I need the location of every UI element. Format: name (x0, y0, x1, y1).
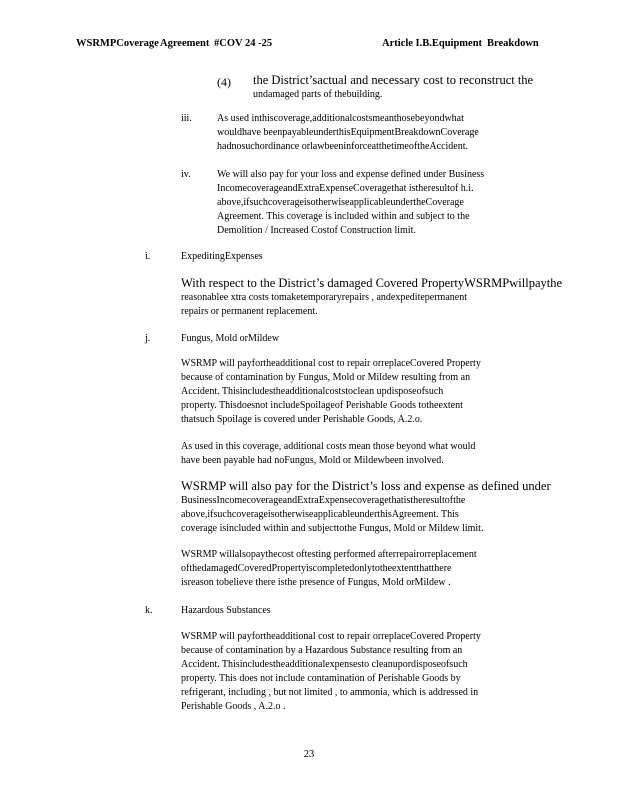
header-title: WSRMPCoverage (76, 38, 159, 49)
section-i-line: repairs or permanent replacement. (181, 306, 318, 317)
item-4-line1: the District’sactual and necessary cost to reconstruct the (253, 73, 534, 87)
section-j-para4 (181, 548, 477, 590)
section-j-para3-line1: WSRMP will also pay for the District’s loss and expense as defined under (181, 479, 551, 493)
page-number: 23 (303, 749, 315, 760)
iii-line: wouldhave beenpayableunderthisEquipmentBreakdownCoverage (217, 127, 479, 138)
section-k-title: Hazardous Substances (181, 605, 271, 616)
section-j-para2 (181, 440, 475, 468)
iv-line: We will also pay for your loss and expense defined under Business (217, 169, 485, 180)
section-k-para1 (181, 630, 481, 714)
section-j-line: As used in this coverage, additional costs mean those beyond what would (181, 441, 476, 452)
section-j-line: WSRMP willalsopaythecost oftesting performed afterrepairorreplacement (181, 549, 477, 560)
section-k-line: Accident. Thisincludestheadditionalexpensesto cleanupordisposeofsuch (181, 659, 468, 670)
iii-line: hadnosuchordinance orlawbeeninforceatthetimeoftheAccident. (217, 141, 469, 152)
section-j-line: property. Thisdoesnot includeSpoilageof Perishable Goods totheextent (181, 400, 463, 411)
section-j-line: ofthedamagedCoveredPropertyiscompletedonlytotheextentthatthere (181, 563, 452, 574)
section-k-line: refrigerant, including , but not limited , to ammonia, which is addressed in (181, 687, 479, 698)
section-j-marker: j. (145, 333, 151, 344)
section-j-para1 (181, 357, 481, 427)
iii-marker: iii. (181, 113, 192, 124)
section-i-title: ExpeditingExpenses (181, 251, 263, 262)
section-i-marker: i. (145, 251, 151, 262)
section-k-line: because of contamination by a Hazardous Substance resulting from an (181, 645, 463, 656)
section-j-para3 (181, 494, 483, 536)
iv-line: above,ifsuchcoverageisotherwiseapplicableundertheCoverage (217, 197, 464, 208)
iii-line: As used inthiscoverage,additionalcostsmeanthosebeyondwhat (217, 113, 464, 124)
section-j-line: thatsuch Spoilage is covered under Perishable Goods, A.2.o. (181, 414, 423, 425)
section-i-paragraph (181, 291, 467, 319)
section-j-line: isreason tobelieve there isthe presence of Fungus, Mold orMildew . (181, 577, 451, 588)
section-j-line: above,ifsuchcoverageisotherwiseapplicableunderthisAgreement. This (181, 509, 459, 520)
section-k-marker: k. (145, 605, 153, 616)
section-j-line: coverage isincluded within and subjecttothe Fungus, Mold or Mildew limit. (181, 523, 484, 534)
section-j-line: Accident. Thisincludestheadditionalcoststoclean updisposeofsuch (181, 386, 444, 397)
header-article: Article I.B.Equipment (382, 38, 483, 49)
iv-marker: iv. (181, 169, 191, 180)
iv-line: IncomecoverageandExtraExpenseCoveragethat istheresultof h.i. (217, 183, 474, 194)
header-number: #COV 24 -25 (214, 38, 273, 49)
iv-paragraph (217, 168, 484, 238)
section-j-line: because of contamination by Fungus, Mold or Mildew resulting from an (181, 372, 471, 383)
section-k-line: Perishable Goods , A.2.o . (181, 701, 286, 712)
iv-line: Demolition / Increased Costof Construction limit. (217, 225, 416, 236)
header-breakdown: Breakdown (487, 38, 539, 49)
item-4-marker: (4) (217, 75, 231, 89)
header-agreement: Agreement (160, 38, 210, 49)
section-j-line: BusinessIncomecoverageandExtraExpensecoveragethatistheresultofthe (181, 495, 466, 506)
section-j-line: WSRMP will payfortheadditional cost to repair orreplaceCovered Property (181, 358, 481, 369)
section-i-line1: With respect to the District’s damaged Covered PropertyWSRMPwillpaythe (181, 276, 563, 290)
section-k-line: WSRMP will payfortheadditional cost to repair orreplaceCovered Property (181, 631, 481, 642)
section-j-title: Fungus, Mold orMildew (181, 333, 280, 344)
item-4-line2: undamaged parts of thebuilding. (253, 89, 383, 100)
iii-paragraph (217, 112, 479, 154)
iv-line: Agreement. This coverage is included within and subject to the (217, 211, 470, 222)
section-i-line: reasonablee xtra costs tomaketemporaryrepairs , andexpeditepermanent (181, 292, 467, 303)
section-k-line: property. This does not include contamination of Perishable Goods by (181, 673, 461, 684)
section-j-line: have been payable had noFungus, Mold or Mildewbeen involved. (181, 455, 444, 466)
